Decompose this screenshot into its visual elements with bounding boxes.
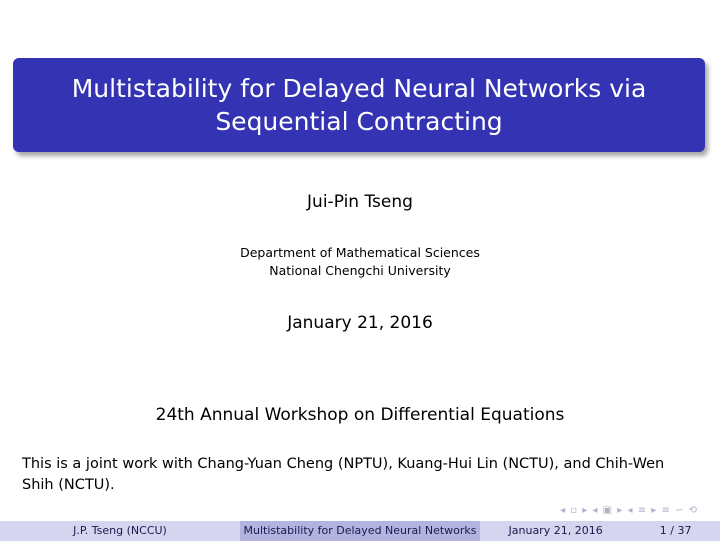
event: 24th Annual Workshop on Differential Equations (155, 405, 565, 425)
footer-right (480, 521, 720, 541)
institute-line-1: Department of Mathematical Sciences (240, 245, 480, 260)
title-box (13, 58, 705, 152)
footer-date: January 21, 2016 (508, 524, 603, 537)
date: January 21, 2016 (287, 313, 433, 333)
footer-author: J.P. Tseng (NCCU) (0, 521, 240, 541)
beamer-navigation[interactable] (560, 505, 698, 516)
nav-section-icon[interactable]: ◂ ≡ ▸ (627, 505, 658, 516)
nav-subsection-icon[interactable]: ◂ ▣ ▸ (592, 505, 624, 516)
nav-frame-icon[interactable]: ◂ ▫ ▸ (560, 505, 589, 516)
nav-search-icon[interactable]: ≡ ∽ ⟲ (661, 505, 698, 516)
author: Jui-Pin Tseng (307, 192, 413, 212)
slide-title: Multistability for Delayed Neural Networks via Sequential Contracting (71, 74, 647, 136)
institute-line-2: National Chengchi University (269, 263, 451, 278)
collaboration-note: This is a joint work with Chang-Yuan Cheng (NPTU), Kuang-Hui Lin (NCTU), and Chih-Wen Shih (NCTU). (22, 456, 665, 493)
footer (0, 521, 720, 541)
footer-title: Multistability for Delayed Neural Networks (240, 521, 480, 541)
institute (0, 244, 720, 280)
footer-page: 1 / 37 (659, 524, 692, 537)
